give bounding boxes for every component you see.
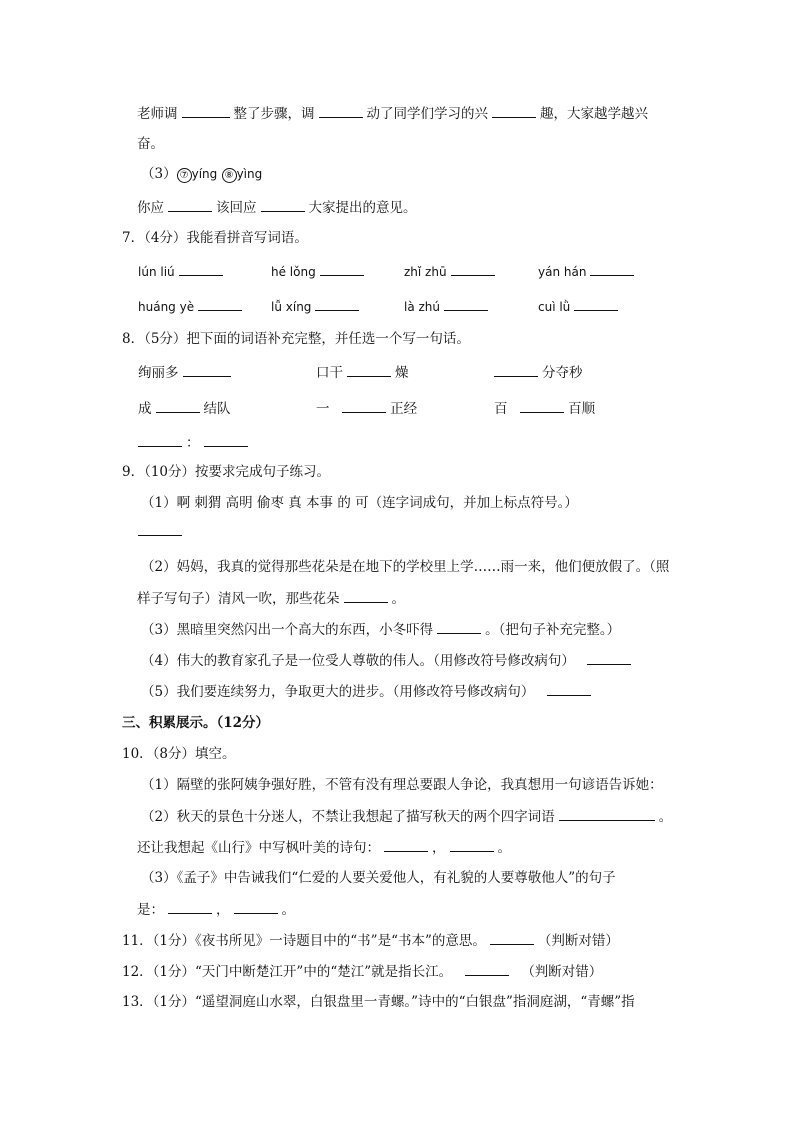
pinyin: yíng bbox=[191, 167, 218, 181]
q10-s3a: （3）《孟子》中告诫我们“仁爱的人要关爱他人，有礼貌的人要尊敬他人”的句子 bbox=[141, 870, 616, 886]
q6-line1 bbox=[137, 104, 648, 123]
pinyin-item: cuì lǜ bbox=[538, 297, 622, 316]
blank[interactable] bbox=[384, 838, 428, 852]
q13: 13．（1分）“遥望洞庭山水翠，白银盘里一青螺。”诗中的“白银盘”指洞庭湖，“青螺”指 bbox=[122, 994, 635, 1010]
q9-s5: （5）我们要连续努力，争取更大的进步。（用修改符号修改病句） bbox=[141, 682, 595, 701]
idiom-item: 一 正经 bbox=[316, 401, 418, 417]
q9-s2b: 样子写句子）清风一吹，那些花朵 。 bbox=[137, 591, 405, 607]
blank[interactable] bbox=[437, 620, 481, 634]
blank[interactable] bbox=[204, 433, 248, 447]
q9-s3: （3）黑暗里突然闪出一个高大的东西，小冬吓得 。（把句子补充完整。） bbox=[141, 622, 621, 638]
q9-title: 9．（10分）按要求完成句子练习。 bbox=[122, 464, 331, 480]
section-heading: 三、积累展示。（12分） bbox=[122, 715, 270, 731]
blank[interactable] bbox=[490, 931, 534, 945]
blank[interactable] bbox=[234, 900, 278, 914]
blank[interactable] bbox=[587, 651, 631, 665]
answer-line bbox=[138, 522, 186, 541]
q6-text: 大家提出的意见。 bbox=[308, 200, 417, 216]
pinyin-item: huáng yè bbox=[138, 297, 246, 316]
blank[interactable] bbox=[198, 297, 242, 311]
pinyin-item: lǚ xíng bbox=[271, 297, 363, 316]
blank[interactable] bbox=[494, 363, 538, 377]
blank[interactable] bbox=[450, 838, 494, 852]
pinyin-item: yán hán bbox=[538, 262, 638, 281]
blank[interactable] bbox=[444, 297, 488, 311]
q8-title: 8．（5分）把下面的词语补充完整，并任选一个写一句话。 bbox=[122, 331, 470, 347]
q9-s1: （1）啊 刺猬 高明 偷枣 真 本事 的 可（连字词成句，并加上标点符号。） bbox=[141, 495, 578, 511]
idiom-item: 口干 燥 bbox=[316, 365, 409, 381]
blank[interactable] bbox=[315, 297, 359, 311]
q10-s2c: 还让我想起《山行》中写枫叶美的诗句： ， 。 bbox=[137, 840, 511, 856]
q10-s3b: 是： ， 。 bbox=[137, 902, 295, 918]
blank[interactable] bbox=[168, 900, 212, 914]
blank[interactable] bbox=[344, 589, 388, 603]
q7-title: 7．（4分）我能看拼音写词语。 bbox=[122, 230, 308, 246]
blank[interactable] bbox=[574, 297, 618, 311]
blank[interactable] bbox=[168, 198, 212, 212]
blank[interactable] bbox=[138, 522, 182, 536]
idiom-item: 成 结队 bbox=[138, 401, 231, 417]
q6-text: 你应 bbox=[137, 200, 164, 216]
idiom-item: 分夺秒 bbox=[494, 363, 583, 382]
blank[interactable] bbox=[451, 262, 495, 276]
blank[interactable] bbox=[319, 104, 363, 118]
blank[interactable] bbox=[320, 262, 364, 276]
q6-text-c: 动了同学们学习的兴 bbox=[366, 106, 488, 122]
q6-line4 bbox=[137, 198, 417, 217]
pinyin-item: lún liú bbox=[138, 262, 227, 281]
pinyin: yìng bbox=[236, 167, 263, 181]
q6-text-a: 老师调 bbox=[137, 106, 178, 122]
pinyin-item: zhǐ zhū bbox=[404, 262, 499, 281]
q9-s2a: （2）妈妈，我真的觉得那些花朵是在地下的学校里上学……雨一来，他们便放假了。（照 bbox=[141, 559, 670, 575]
blank[interactable] bbox=[156, 399, 200, 413]
q6-text-d: 趣，大家越学越兴 bbox=[540, 106, 648, 122]
blank[interactable] bbox=[261, 198, 305, 212]
blank[interactable] bbox=[347, 363, 391, 377]
q6-line2: 奋。 bbox=[137, 136, 164, 152]
q10-s1: （1）隔壁的张阿姨争强好胜，不管有没有理总要跟人争论，我真想用一句谚语告诉她： bbox=[141, 777, 663, 793]
q12: 12．（1分）“天门中断楚江开”中的“楚江”就是指长江。 （判断对错） bbox=[122, 964, 603, 980]
sentence-blank: ： bbox=[138, 433, 252, 452]
blank[interactable] bbox=[179, 262, 223, 276]
blank[interactable] bbox=[520, 399, 564, 413]
blank[interactable] bbox=[182, 104, 230, 118]
blank[interactable] bbox=[590, 262, 634, 276]
q6-text: 该回应 bbox=[216, 200, 257, 216]
idiom-item: 百 百顺 bbox=[494, 401, 596, 417]
q11: 11．（1分）《夜书所见》一诗题目中的“书”是“书本”的意思。 （判断对错） bbox=[122, 933, 619, 949]
circled-number: ⑧ bbox=[222, 168, 237, 183]
blank[interactable] bbox=[547, 682, 591, 696]
circled-number: ⑦ bbox=[177, 168, 192, 183]
idiom-item: 绚丽多 bbox=[138, 363, 235, 382]
blank[interactable] bbox=[492, 104, 536, 118]
pinyin-item: hé lǒng bbox=[271, 262, 368, 281]
q6-text-b: 整了步骤，调 bbox=[233, 106, 315, 122]
pinyin-item: là zhú bbox=[404, 297, 492, 316]
blank[interactable] bbox=[138, 433, 182, 447]
blank[interactable] bbox=[342, 399, 386, 413]
sub-label: （3） bbox=[141, 166, 177, 182]
q10-s2a: （2）秋天的景色十分迷人，不禁让我想起了描写秋天的两个四字词语 。 bbox=[141, 809, 673, 825]
blank[interactable] bbox=[559, 807, 655, 821]
blank[interactable] bbox=[465, 962, 509, 976]
q9-s4: （4）伟大的教育家孔子是一位受人尊敬的伟人。（用修改符号修改病句） bbox=[141, 651, 635, 670]
blank[interactable] bbox=[183, 363, 231, 377]
q10-title: 10．（8分）填空。 bbox=[122, 746, 236, 762]
q6-sub3 bbox=[141, 165, 262, 183]
